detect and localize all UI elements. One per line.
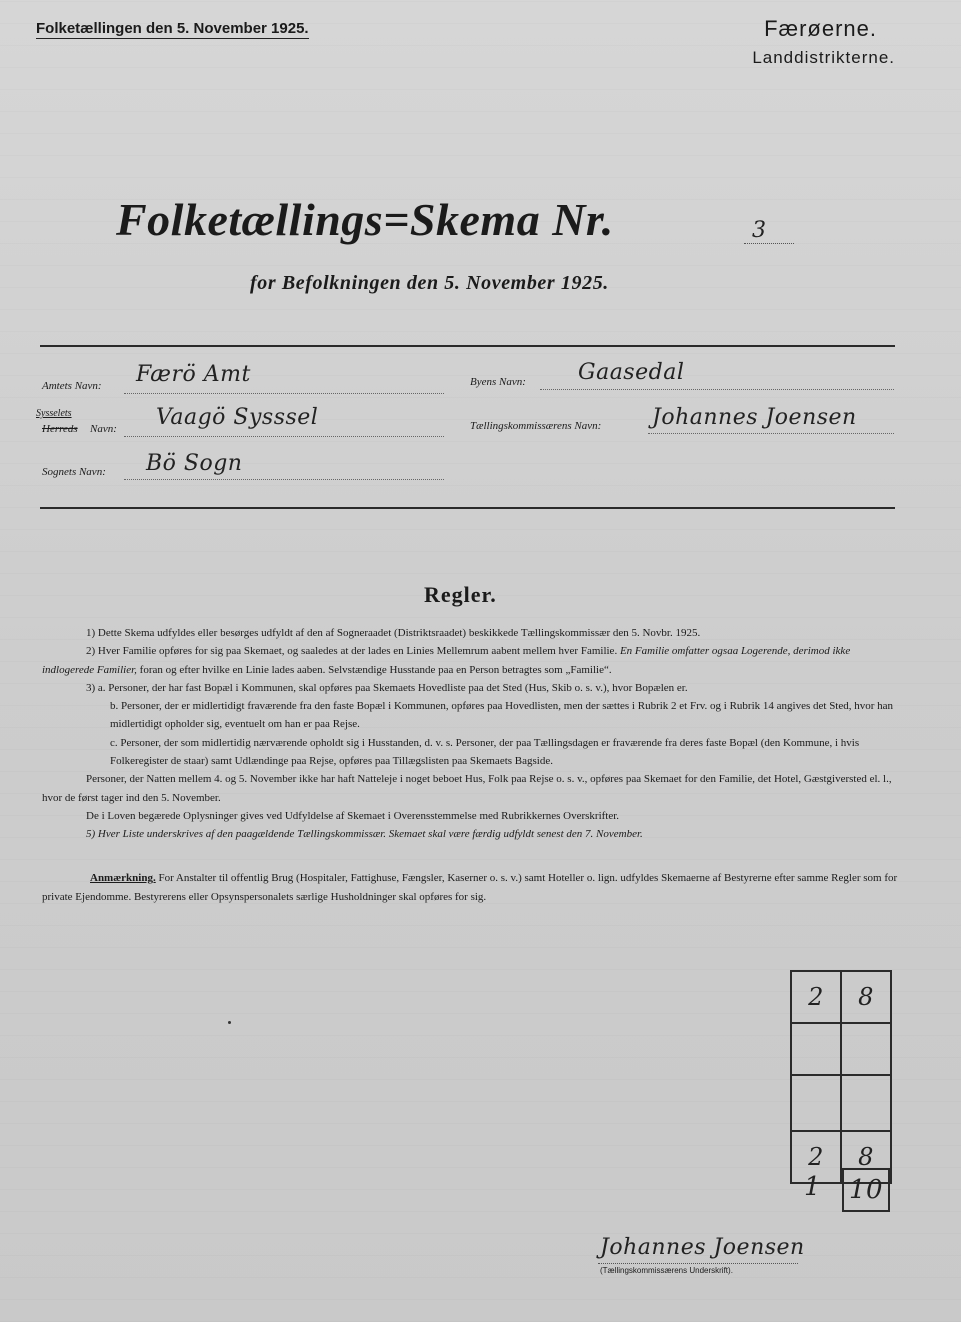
amt-line	[124, 393, 444, 394]
rule-2-text: 2) Hver Familie opføres for sig paa Skemaet, og saaledes at der lades en Linies Mellemrum aabent mellem hver Familie.	[86, 645, 618, 658]
top-divider	[40, 345, 895, 347]
tally-cell	[791, 1023, 841, 1075]
note-text: For Anstalter til offentlig Brug (Hospitaler, Fattighuse, Fængsler, Kaserner o. s. v.) samt Hoteller o. lign. udfyldes Skemaerne af Bestyrerne efter samme Regler som for private Ejendomme. Bestyrerens eller Opsynspersonalets særlige Husholdninger skal opføres for sig.	[42, 872, 898, 903]
tally-cell	[841, 1075, 891, 1131]
tally-cell: 8	[841, 1131, 891, 1183]
annotation-note	[42, 869, 904, 906]
kommissaer-label: Tællingskommissærens Navn:	[470, 420, 602, 432]
tally-row	[791, 971, 891, 1023]
sysselets-value: Vaagö Sysssel	[156, 405, 319, 430]
rule-3d: Personer, der Natten mellem 4. og 5. November ikke har haft Natteleje i noget beboet Hus, Folk paa Rejse o. s. v., opføres paa Skemaet for den Familie, det Hotel, Gæstgiversted el. l., hvor de først tager ind den 5. November.	[42, 773, 892, 804]
signature-caption: (Tællingskommissærens Underskrift).	[600, 1266, 733, 1275]
tally-cell	[791, 1075, 841, 1131]
kommissaer-value: Johannes Joensen	[652, 405, 857, 430]
tally-cell: 8	[841, 971, 891, 1023]
tally-row	[791, 1023, 891, 1075]
region-heading: Færøerne.	[764, 16, 877, 41]
rule-3a: 3) a. Personer, der har fast Bopæl i Kommunen, skal opføres paa Skemaets Hovedliste paa det Sted (Hus, Skib o. s. v.), hvor Bopælen er.	[86, 681, 688, 694]
navn-label: Navn:	[90, 423, 117, 435]
sysselets-line	[124, 436, 444, 437]
sogn-value: Bö Sogn	[146, 451, 243, 476]
rule-3c: c. Personer, der som midlertidig nærværende opholdt sig i Husstanden, d. v. s. Personer, der paa Tællingsdagen er fraværende fra deres faste Bopæl (den Kommune, i hvis Folkeregister de staar) samt Udlændinge paa Rejse, opføres paa Tillægslisten paa Skemaets Bagside.	[110, 736, 860, 768]
rules-body	[42, 624, 904, 844]
sogn-label: Sognets Navn:	[42, 466, 106, 478]
tally-total	[790, 1164, 886, 1210]
form-subtitle: for Befolkningen den 5. November 1925.	[250, 272, 609, 294]
tally-grid	[790, 970, 892, 1184]
amt-label: Amtets Navn:	[42, 380, 102, 392]
rule-2	[42, 642, 904, 679]
tally-cell: 2	[791, 971, 841, 1023]
note-label: Anmærkning.	[90, 872, 156, 884]
signature-line	[598, 1263, 798, 1264]
by-label: Byens Navn:	[470, 376, 526, 388]
rule-2-italic: En Familie omfatter ogsaa Logerende, derimod ikke indlogerede Familier,	[42, 645, 851, 676]
bottom-divider	[40, 507, 895, 509]
kommissaer-line	[648, 433, 894, 434]
tally-cell: 2	[791, 1131, 841, 1183]
tally-cell	[841, 1023, 891, 1075]
rules-heading: Regler.	[424, 582, 497, 607]
ink-speck	[228, 1021, 231, 1024]
herreds-label: Herreds	[42, 423, 78, 435]
by-value: Gaasedal	[578, 360, 685, 385]
form-number-line	[744, 243, 794, 244]
tally-row	[791, 1075, 891, 1131]
census-date-header: Folketællingen den 5. November 1925.	[36, 20, 309, 37]
rule-1: 1) Dette Skema udfyldes eller besørges udfyldt af den af Sogneraadet (Distriktsraadet) beskikkede Tællingskommissær den 5. Novbr. 1925.	[86, 627, 701, 639]
amt-value: Færö Amt	[136, 362, 251, 387]
rule-2-rest: foran og efter hvilke en Linie lades aaben. Selvstændige Husstande paa en Person betragtes som „Familie“.	[139, 663, 612, 676]
by-line	[540, 389, 894, 390]
sogn-line	[124, 479, 444, 480]
form-title: Folketællings=Skema Nr.	[116, 194, 614, 245]
sysselets-label: Sysselets	[36, 408, 72, 419]
rule-4: De i Loven begærede Oplysninger gives ved Udfyldelse af Skemaet i Overensstemmelse med Rubrikkernes Overskrifter.	[86, 809, 620, 822]
form-number: 3	[752, 218, 767, 243]
district-heading: Landdistrikterne.	[752, 48, 895, 67]
rule-3b: b. Personer, der er midlertidigt fraværende fra den faste Bopæl i Kommunen, opføres paa Hovedlisten, men der sættes i Rubrik 2 et Frv. og i Rubrik 14 angives det Sted, hvor han midlertidigt opholder sig, eventuelt om han er paa Rejse.	[110, 700, 894, 731]
tally-total-right: 10	[842, 1168, 890, 1212]
rule-5: 5) Hver Liste underskrives af den paagældende Tællingskommissær. Skemaet skal være færdig udfyldt senest den 7. November.	[86, 828, 643, 841]
tally-total-left: 1	[804, 1172, 822, 1202]
signature: Johannes Joensen	[600, 1235, 805, 1260]
